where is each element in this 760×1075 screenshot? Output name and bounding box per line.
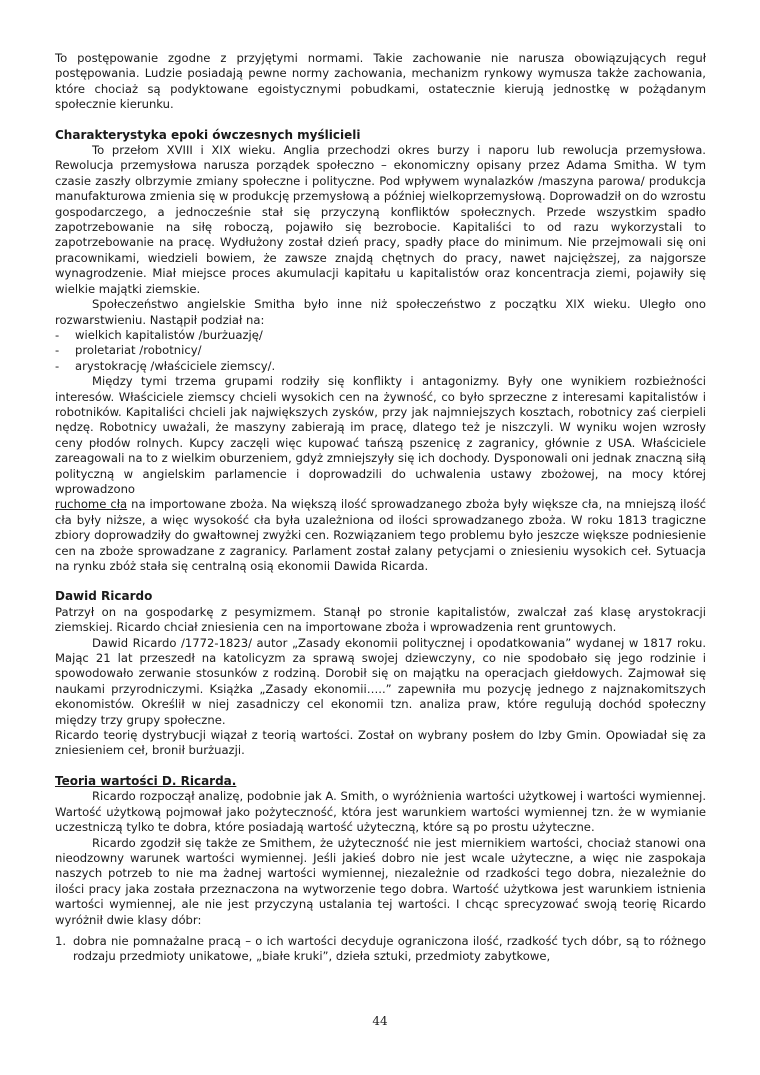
goods-classes-list bbox=[55, 934, 706, 965]
list-marker: 1. bbox=[55, 933, 67, 948]
paragraph: Dawid Ricardo /1772-1823/ autor „Zasady ekonomii politycznej i opodatkowania” wydanej w 1817 roku. Mając 21 lat przeszedł na katolicyzm za sprawą swojej dziewczyny, co nie spodobało się jego rodzinie i spowodowało zerwanie stosunków z rodziną. Dorobił się on majątku na operacjach giełdowych. Zajmował się naukami przyrodniczymi. Książka „Zasady ekonomii…..” zapewniła mu pozycję jednego z najznakomitszych ekonomistów. Określił w niej zasadniczy cel ekonomii tzn. analiza praw, które regulują dochód społeczny między trzy grupy społeczne. bbox=[55, 635, 706, 727]
underlined-term: ruchome cła bbox=[55, 497, 128, 512]
paragraph: To przełom XVIII i XIX wieku. Anglia przechodzi okres burzy i naporu lub rewolucja przemysłowa. Rewolucja przemysłowa narusza porządek społeczno – ekonomiczny opisany przez Adama Smitha. W tym czasie zaszły olbrzymie zmiany społeczne i polityczne. Pod wpływem wynalazków /maszyna parowa/ produkcja manufakturowa zmienia się w produkcję przemysłową a później wielkoprzemysłową. Doprowadził on do wzrostu gospodarczego, a jednocześnie stał się przyczyną konfliktów społecznych. Przede wszystkim spadło zapotrzebowanie na siłę roboczą, pojawiło się bezrobocie. Kapitaliści to od razu wykorzystali to zapotrzebowanie na pracę. Wydłużony został dzień pracy, spadły płace do minimum. Nie przejmowali się oni pracownikami, wiedzieli bowiem, że zawsze znajdą chętnych do pracy, nawet najcięższej, za najgorsze wynagrodzenie. Miał miejsce proces akumulacji kapitału u kapitalistów oraz koncentracja ziemi, pojawiły się wielkie majątki ziemskie. bbox=[55, 143, 706, 296]
list-marker: - bbox=[55, 343, 60, 358]
list-marker: - bbox=[55, 358, 60, 373]
intro-paragraph: To postępowanie zgodne z przyjętymi normami. Takie zachowanie nie narusza obowiązujących reguł postępowania. Ludzie posiadają pewne normy zachowania, mechanizm rynkowy wymusza także zachowania, które chociaż są podyktowane egoistycznymi pobudkami, ostatecznie kierują jednostkę w pożądanym społecznie kierunku. bbox=[55, 51, 706, 112]
list-item: - wielkich kapitalistów /burżuazję/ bbox=[55, 327, 263, 342]
page-number: 44 bbox=[372, 1014, 388, 1028]
document-page bbox=[55, 51, 706, 965]
list-item: - proletariat /robotnicy/ bbox=[55, 343, 202, 358]
spacer bbox=[55, 574, 706, 589]
spacer bbox=[55, 113, 706, 128]
section-heading-ricardo: Dawid Ricardo bbox=[55, 589, 153, 604]
paragraph: Ricardo rozpoczął analizę, podobnie jak A. Smith, o wyróżnienia wartości użytkowej i wartości wymiennej. Wartość użytkową pojmował jako pożyteczność, która jest warunkiem wartości wymiennej tzn. że w wymianie uczestniczą tylko te dobra, które posiadają wartość użyteczną, które są po prostu użyteczne. bbox=[55, 789, 706, 835]
section-heading-value-theory: Teoria wartości D. Ricarda. bbox=[55, 773, 237, 788]
list-item: 1. dobra nie pomnażalne pracą – o ich wartości decyduje ograniczona ilość, rzadkość tych dóbr, są to różnego rodzaju przedmioty unikatowe, „białe kruki”, dzieła sztuki, przedmioty zabytkowe, bbox=[55, 933, 706, 964]
social-classes-list bbox=[55, 328, 706, 374]
list-item: - arystokrację /właściciele ziemscy/. bbox=[55, 358, 276, 373]
paragraph: Społeczeństwo angielskie Smitha było inne niż społeczeństwo z początku XIX wieku. Uległo ono rozwarstwieniu. Nastąpił podział na: bbox=[55, 297, 706, 327]
paragraph: Ricardo teorię dystrybucji wiązał z teorią wartości. Został on wybrany posłem do Izby Gmin. Opowiadał się za zniesieniem ceł, bronił burżuazji. bbox=[55, 728, 706, 758]
spacer bbox=[55, 759, 706, 774]
paragraph: Patrzył on na gospodarkę z pesymizmem. Stanął po stronie kapitalistów, zwalczał zaś klasę arystokracji ziemskiej. Ricardo chciał zniesienia cen na importowane zboża i wprowadzenia rent gruntowych. bbox=[55, 604, 706, 635]
paragraph: Między tymi trzema grupami rodziły się konflikty i antagonizmy. Były one wynikiem rozbieżności interesów. Właściciele ziemscy chcieli wysokich cen na żywność, co było sprzeczne z interesami kapitalistów i robotników. Kapitaliści chcieli jak największych zysków, przy jak najmniejszych kosztach, robotnicy zaś cierpieli nędzę. Robotnicy uważali, że maszyny zabierają im pracę, dlatego też je niszczyli. W wyniku wojen wzrosły ceny płodów rolnych. Kupcy zaczęli więc kupować tańszą pszenicę z zagranicy, głównie z USA. Właściciele zareagowali na to z wielkim oburzeniem, gdyż zmniejszyły się ich dochody. Dysponowali oni jednak znaczną siłą polityczną w angielskim parlamencie i doprowadzili do uchwalenia ustawy zbożowej, na mocy której wprowadzono ruchome cła na importowane zboża. Na większą ilość sprowadzanego zboża były większe cła, na mniejszą ilość cła były niższe, a więc wysokość cła była uzależniona od ilości sprowadzanego zboża. W roku 1813 tragiczne zbiory doprowadziły do gwałtownej zwyżki cen. Rozwiązaniem tego problemu było jeszcze większe podniesienie cen na zboże sprowadzane z zagranicy. Parlament został zalany petycjami o zniesieniu wysokich ceł. Sytuacja na rynku zbóż stała się centralną osią ekonomii Dawida Ricarda. bbox=[55, 374, 707, 573]
paragraph: Ricardo zgodził się także ze Smithem, że użyteczność nie jest miernikiem wartości, chociaż stanowi ona nieodzowny warunek wartości wymiennej. Jeśli jakieś dobro nie jest wcale użyteczne, a więc nie zaspokaja naszych potrzeb to nie ma żadnej wartości wymiennej, niezależnie od rzadkości tego dobra, niezależnie do ilości pracy jaka została przeznaczona na wytworzenie tego dobra. Wartość użytkowa jest warunkiem istnienia wartości wymiennej, ale nie jest przyczyną ustalania tej wartości. I chcąc sprecyzować swoją teorię Ricardo wyróżnił dwie klasy dóbr: bbox=[55, 835, 706, 927]
list-marker: - bbox=[55, 327, 60, 342]
section-heading-epoch: Charakterystyka epoki ówczesnych myślicieli bbox=[55, 127, 361, 142]
